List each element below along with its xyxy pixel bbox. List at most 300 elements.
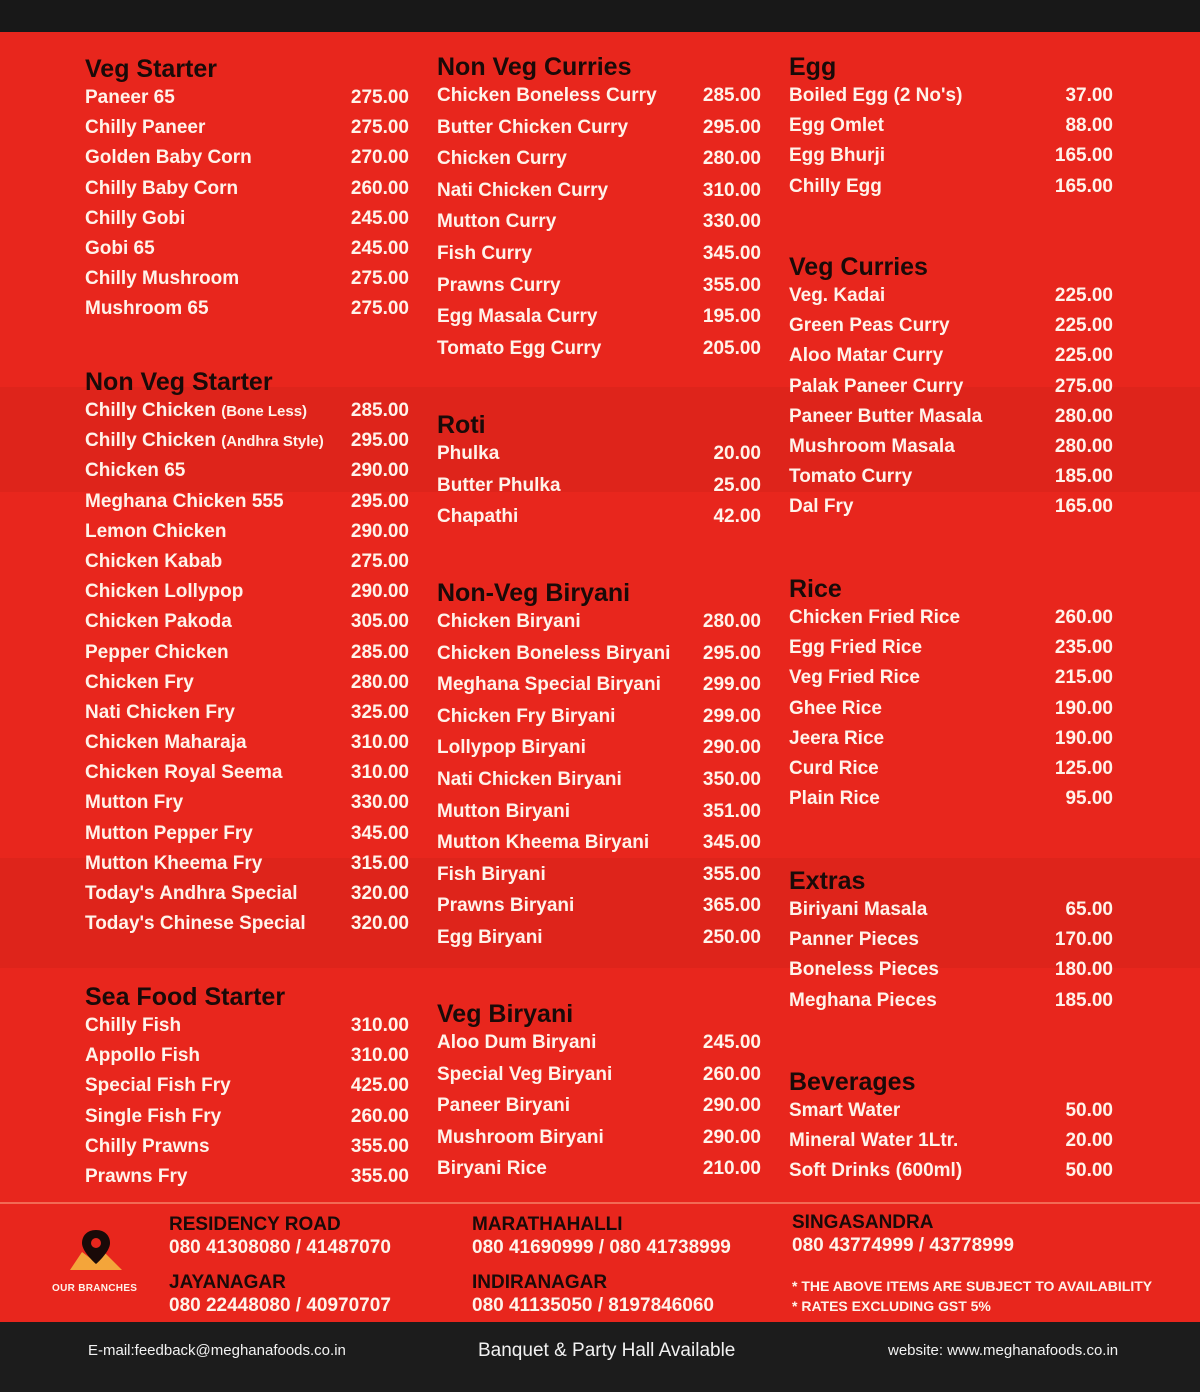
section-title: Roti [437, 411, 486, 439]
item-name: Chicken 65 [85, 460, 186, 482]
menu-item [437, 506, 761, 538]
item-name: Chilly Gobi [85, 207, 186, 229]
item-name: Paneer Butter Masala [789, 405, 983, 427]
item-name: Mutton Curry [437, 211, 557, 233]
item-name: Chicken Kabab [85, 550, 223, 572]
menu-item [437, 443, 761, 475]
item-name-wrap [437, 611, 581, 633]
item-price: 260.00 [350, 177, 409, 199]
item-name-wrap [789, 466, 912, 488]
item-name-wrap [789, 496, 853, 518]
item-name: Prawns Fry [85, 1165, 188, 1187]
item-price: 355.00 [702, 274, 761, 296]
menu-item [437, 1064, 761, 1096]
item-name: Veg. Kadai [789, 285, 886, 306]
item-name-wrap [789, 758, 879, 780]
item-name-wrap [437, 1064, 612, 1086]
item-name: Meghana Special Biryani [437, 674, 661, 696]
item-price: 365.00 [702, 895, 761, 917]
item-name: Boneless Pieces [789, 959, 939, 981]
item-price: 260.00 [1054, 607, 1113, 628]
menu-item [437, 832, 761, 864]
item-name: Smart Water [789, 1100, 901, 1121]
menu-item [789, 406, 1113, 436]
item-name-wrap [85, 581, 243, 603]
section-title: Rice [789, 575, 842, 603]
item-name-wrap [437, 243, 532, 265]
menu-item [789, 929, 1113, 959]
item-price: 275.00 [350, 87, 409, 108]
menu-item [437, 674, 761, 706]
item-name: Chilly Prawns [85, 1135, 210, 1157]
item-price: 290.00 [350, 520, 409, 542]
item-price: 275.00 [350, 298, 409, 320]
item-price: 285.00 [702, 85, 761, 106]
item-name-wrap [437, 148, 567, 170]
menu-item [85, 913, 409, 943]
item-price: 165.00 [1054, 145, 1113, 167]
item-price: 355.00 [350, 1135, 409, 1157]
item-price: 345.00 [702, 832, 761, 854]
section-title: Egg [789, 53, 837, 81]
item-price: 205.00 [702, 337, 761, 359]
item-price: 285.00 [350, 641, 409, 663]
item-name-wrap [437, 1158, 547, 1180]
section-title: Non Veg Curries [437, 53, 632, 81]
item-price: 50.00 [1065, 1100, 1113, 1121]
footer [0, 1322, 1200, 1392]
item-name-wrap [789, 990, 937, 1012]
item-price: 50.00 [1065, 1160, 1113, 1182]
menu-item [85, 853, 409, 883]
menu-item [85, 430, 409, 460]
item-name-wrap [789, 285, 885, 307]
menu-item [85, 268, 409, 298]
item-name-wrap [85, 238, 155, 260]
item-name-wrap [85, 491, 284, 513]
section-title: Non Veg Starter [85, 368, 273, 396]
section-title: Veg Curries [789, 253, 928, 281]
item-price: 310.00 [350, 762, 409, 784]
menu-item [85, 581, 409, 611]
item-price: 330.00 [350, 792, 409, 814]
item-name: Chicken Fry Biryani [437, 705, 616, 727]
item-name-wrap [789, 637, 922, 659]
item-price: 350.00 [702, 768, 761, 790]
item-name-wrap [789, 315, 950, 337]
item-price: 355.00 [702, 863, 761, 885]
item-name-wrap [437, 643, 670, 665]
item-name-wrap [85, 521, 226, 543]
item-name: Chilly Baby Corn [85, 177, 239, 199]
menu-item [85, 792, 409, 822]
item-price: 330.00 [702, 211, 761, 233]
branch-name: JAYANAGAR [169, 1272, 286, 1293]
item-name-wrap [85, 400, 307, 422]
item-price: 190.00 [1054, 727, 1113, 749]
item-name: Chicken Curry [437, 148, 567, 170]
item-price: 280.00 [702, 611, 761, 632]
item-name-wrap [789, 667, 920, 689]
item-price: 325.00 [350, 701, 409, 723]
item-price: 245.00 [350, 237, 409, 259]
gst-note: * RATES EXCLUDING GST 5% [792, 1298, 991, 1314]
item-name: Chicken Boneless Biryani [437, 642, 671, 664]
item-name: Chicken Royal Seema [85, 762, 283, 784]
menu-item [437, 864, 761, 896]
item-price: 165.00 [1054, 175, 1113, 197]
item-name: Chicken Pakoda [85, 611, 232, 633]
menu-item [437, 275, 761, 307]
section-title: Veg Starter [85, 55, 218, 83]
item-name-wrap [85, 642, 229, 664]
menu-item [789, 345, 1113, 375]
item-price: 190.00 [1054, 697, 1113, 719]
branch-phone: 080 22448080 / 40970707 [169, 1295, 391, 1316]
item-price: 320.00 [350, 913, 409, 935]
menu-item [85, 491, 409, 521]
section-sea-food-starter [85, 982, 409, 1196]
item-price: 195.00 [702, 306, 761, 328]
item-name-wrap [437, 506, 518, 528]
item-name-wrap [85, 1106, 221, 1128]
item-name-wrap [789, 1160, 962, 1182]
item-price: 65.00 [1065, 899, 1113, 920]
item-name-wrap [789, 1130, 958, 1152]
item-name: Meghana Chicken 555 [85, 490, 284, 512]
item-name-wrap [437, 832, 649, 854]
item-price: 299.00 [702, 674, 761, 696]
item-name: Boiled Egg (2 No's) [789, 85, 963, 106]
item-name: Chilly Egg [789, 175, 882, 197]
item-name: Plain Rice [789, 788, 880, 810]
menu-item [437, 85, 761, 117]
menu-item [789, 145, 1113, 175]
menu-item [789, 728, 1113, 758]
menu-item [85, 762, 409, 792]
menu-item [437, 211, 761, 243]
item-name-wrap [437, 801, 570, 823]
item-name-wrap [85, 298, 209, 320]
item-name: Chapathi [437, 506, 519, 528]
item-price: 290.00 [702, 1126, 761, 1148]
menu-item [85, 521, 409, 551]
menu-item [789, 899, 1113, 929]
email-link[interactable]: E-mail:feedback@meghanafoods.co.in [88, 1342, 346, 1359]
item-name-wrap [85, 87, 175, 109]
item-price: 290.00 [702, 737, 761, 759]
item-name-wrap [437, 1127, 604, 1149]
item-name: Dal Fry [789, 496, 854, 518]
item-name-wrap [437, 927, 543, 949]
item-price: 180.00 [1054, 959, 1113, 981]
item-name: Lollypop Biryani [437, 737, 586, 759]
menu-item [85, 1106, 409, 1136]
menu-item [85, 1045, 409, 1075]
item-name: Egg Bhurji [789, 145, 886, 167]
menu-item [437, 1032, 761, 1064]
branch-name: RESIDENCY ROAD [169, 1214, 341, 1235]
item-name-wrap [85, 823, 253, 845]
menu-item [789, 466, 1113, 496]
menu-item [85, 823, 409, 853]
branch-phone: 080 41135050 / 8197846060 [472, 1295, 714, 1316]
item-name-wrap [85, 551, 222, 573]
menu-item [85, 1015, 409, 1045]
menu-item [85, 178, 409, 208]
item-price: 20.00 [713, 443, 761, 464]
item-price: 225.00 [1054, 345, 1113, 367]
item-name-wrap [789, 728, 884, 750]
item-name: Mushroom 65 [85, 298, 209, 320]
item-price: 260.00 [702, 1063, 761, 1085]
item-name: Egg Omlet [789, 115, 885, 137]
section-title: Beverages [789, 1068, 916, 1096]
item-price: 320.00 [350, 883, 409, 904]
item-name-wrap [437, 443, 499, 465]
item-name: Fish Curry [437, 242, 533, 264]
item-price: 275.00 [1054, 375, 1113, 397]
menu-item [85, 1166, 409, 1196]
item-price: 20.00 [1065, 1130, 1113, 1152]
menu-item [437, 306, 761, 338]
item-name: Panner Pieces [789, 929, 919, 951]
item-name-wrap [437, 864, 546, 886]
map-pin-icon [68, 1228, 124, 1274]
item-name: Aloo Dum Biryani [437, 1032, 597, 1053]
item-name: Single Fish Fry [85, 1105, 222, 1127]
item-price: 210.00 [702, 1158, 761, 1180]
item-name-wrap [789, 436, 955, 458]
menu-item [789, 990, 1113, 1020]
branch-name: SINGASANDRA [792, 1212, 934, 1233]
menu-item [437, 243, 761, 275]
branch-name: INDIRANAGAR [472, 1272, 608, 1293]
item-price: 25.00 [713, 474, 761, 496]
item-name-wrap [85, 883, 298, 905]
item-name: Jeera Rice [789, 727, 885, 749]
item-name: Chilly Fish [85, 1015, 182, 1036]
item-name: Chicken Biryani [437, 611, 581, 632]
item-name: Mutton Kheema Biryani [437, 832, 650, 854]
item-price: 305.00 [350, 611, 409, 633]
item-name: Mutton Kheema Fry [85, 852, 263, 874]
item-name: Ghee Rice [789, 697, 882, 719]
item-name: Soft Drinks (600ml) [789, 1160, 963, 1182]
menu-item [85, 672, 409, 702]
menu-item [85, 117, 409, 147]
menu-item [789, 788, 1113, 818]
item-price: 270.00 [350, 147, 409, 169]
item-name-wrap [437, 306, 598, 328]
menu-item [789, 959, 1113, 989]
item-name-wrap [85, 611, 232, 633]
item-name-wrap [437, 737, 586, 759]
item-note: (Bone Less) [221, 403, 308, 420]
item-name: Mutton Fry [85, 792, 184, 814]
menu-item [85, 642, 409, 672]
section-roti [437, 410, 761, 538]
item-name: Chilly Mushroom [85, 268, 240, 290]
section-veg-starter [85, 54, 409, 329]
item-name: Appollo Fish [85, 1045, 201, 1067]
item-price: 275.00 [350, 550, 409, 572]
menu-item [85, 883, 409, 913]
item-name: Special Veg Biryani [437, 1063, 613, 1085]
item-name: Biryani Rice [437, 1158, 547, 1180]
menu-item [437, 895, 761, 927]
menu-item [789, 176, 1113, 206]
menu-item [85, 238, 409, 268]
item-price: 299.00 [702, 705, 761, 727]
item-name: Pepper Chicken [85, 641, 229, 663]
section-title: Veg Biryani [437, 1000, 574, 1028]
item-name-wrap [85, 268, 239, 290]
menu-item [85, 551, 409, 581]
item-name-wrap [437, 85, 657, 107]
menu-item [437, 180, 761, 212]
menu-item [437, 611, 761, 643]
item-name-wrap [789, 145, 885, 167]
menu-item [437, 769, 761, 801]
menu-item [789, 436, 1113, 466]
item-name: Butter Chicken Curry [437, 116, 629, 138]
menu-item [85, 702, 409, 732]
item-price: 310.00 [350, 732, 409, 754]
section-extras [789, 866, 1113, 1020]
item-name-wrap [85, 178, 238, 200]
branch-phone: 080 41308080 / 41487070 [169, 1237, 391, 1258]
item-name-wrap [789, 959, 939, 981]
item-price: 280.00 [1054, 405, 1113, 427]
item-price: 310.00 [350, 1045, 409, 1067]
menu-item [437, 706, 761, 738]
section-non-veg-curries [437, 52, 761, 369]
branch-phone: 080 43774999 / 43778999 [792, 1235, 1014, 1256]
item-name-wrap [789, 698, 882, 720]
menu-item [789, 698, 1113, 728]
item-name: Nati Chicken Biryani [437, 768, 622, 790]
item-name-wrap [789, 788, 880, 810]
item-price: 355.00 [350, 1165, 409, 1187]
item-name: Mushroom Masala [789, 435, 955, 457]
item-price: 170.00 [1054, 929, 1113, 951]
item-name: Mutton Biryani [437, 800, 570, 822]
item-name-wrap [789, 406, 982, 428]
item-name: Mushroom Biryani [437, 1126, 604, 1148]
menu-item [789, 315, 1113, 345]
menu-body [0, 32, 1200, 1202]
item-name: Chicken Lollypop [85, 581, 244, 603]
item-name: Nati Chicken Fry [85, 701, 235, 723]
menu-item [437, 148, 761, 180]
item-name-wrap [437, 275, 561, 297]
item-name-wrap [85, 430, 324, 452]
item-name: Mineral Water 1Ltr. [789, 1130, 959, 1152]
item-price: 225.00 [1054, 315, 1113, 337]
item-name: Chilly Chicken [85, 400, 216, 421]
item-name-wrap [85, 702, 235, 724]
item-name-wrap [85, 792, 183, 814]
item-price: 165.00 [1054, 496, 1113, 518]
item-price: 345.00 [350, 822, 409, 844]
menu-item [789, 637, 1113, 667]
menu-item [85, 147, 409, 177]
menu-item [789, 758, 1113, 788]
item-name-wrap [789, 345, 943, 367]
item-name: Tomato Curry [789, 466, 913, 488]
item-name-wrap [85, 117, 205, 139]
item-name-wrap [85, 1136, 210, 1158]
section-veg-biryani [437, 999, 761, 1190]
menu-item [85, 611, 409, 641]
menu-item [85, 400, 409, 430]
item-price: 42.00 [713, 506, 761, 528]
menu-item [789, 376, 1113, 406]
availability-note: * THE ABOVE ITEMS ARE SUBJECT TO AVAILABILITY [792, 1278, 1153, 1294]
menu-item [437, 643, 761, 675]
item-name-wrap [85, 147, 252, 169]
item-name: Lemon Chicken [85, 520, 227, 542]
item-name-wrap [437, 674, 661, 696]
item-price: 250.00 [702, 926, 761, 948]
menu-item [789, 496, 1113, 526]
branch-name: MARATHAHALLI [472, 1214, 623, 1235]
item-price: 260.00 [350, 1105, 409, 1127]
item-price: 295.00 [702, 116, 761, 138]
item-name-wrap [789, 376, 963, 398]
item-name: Chilly Chicken [85, 430, 216, 452]
item-note: (Andhra Style) [221, 433, 324, 451]
item-name: Mutton Pepper Fry [85, 822, 253, 844]
menu-item [789, 667, 1113, 697]
website-link[interactable]: website: www.meghanafoods.co.in [888, 1342, 1119, 1359]
item-name: Today's Andhra Special [85, 883, 298, 904]
item-name: Palak Paneer Curry [789, 375, 964, 397]
item-name-wrap [437, 475, 561, 497]
item-name-wrap [437, 211, 556, 233]
item-price: 425.00 [350, 1075, 409, 1097]
item-price: 185.00 [1054, 466, 1113, 488]
branch-indiranagar [472, 1272, 714, 1318]
item-price: 280.00 [1054, 435, 1113, 457]
branch-jayanagar [169, 1272, 391, 1318]
item-name-wrap [437, 1032, 596, 1054]
item-name: Phulka [437, 443, 500, 464]
item-price: 295.00 [350, 430, 409, 452]
section-title: Extras [789, 867, 866, 895]
item-price: 125.00 [1054, 757, 1113, 779]
banquet-text: Banquet & Party Hall Available [478, 1340, 736, 1361]
our-branches-label: OUR BRANCHES [52, 1283, 138, 1294]
item-name: Paneer Biryani [437, 1095, 571, 1117]
item-name-wrap [85, 762, 282, 784]
item-name: Paneer 65 [85, 87, 175, 108]
item-price: 37.00 [1065, 85, 1113, 106]
menu-item [789, 607, 1113, 637]
menu-item [437, 1095, 761, 1127]
item-name-wrap [437, 1095, 570, 1117]
branch-marathahalli [472, 1214, 731, 1260]
item-price: 275.00 [350, 268, 409, 290]
item-name-wrap [85, 1015, 181, 1037]
item-name-wrap [437, 769, 622, 791]
item-name: Prawns Biryani [437, 895, 575, 917]
item-name-wrap [437, 895, 574, 917]
item-price: 295.00 [350, 490, 409, 512]
section-title: Non-Veg Biryani [437, 579, 631, 607]
item-name-wrap [85, 913, 306, 935]
